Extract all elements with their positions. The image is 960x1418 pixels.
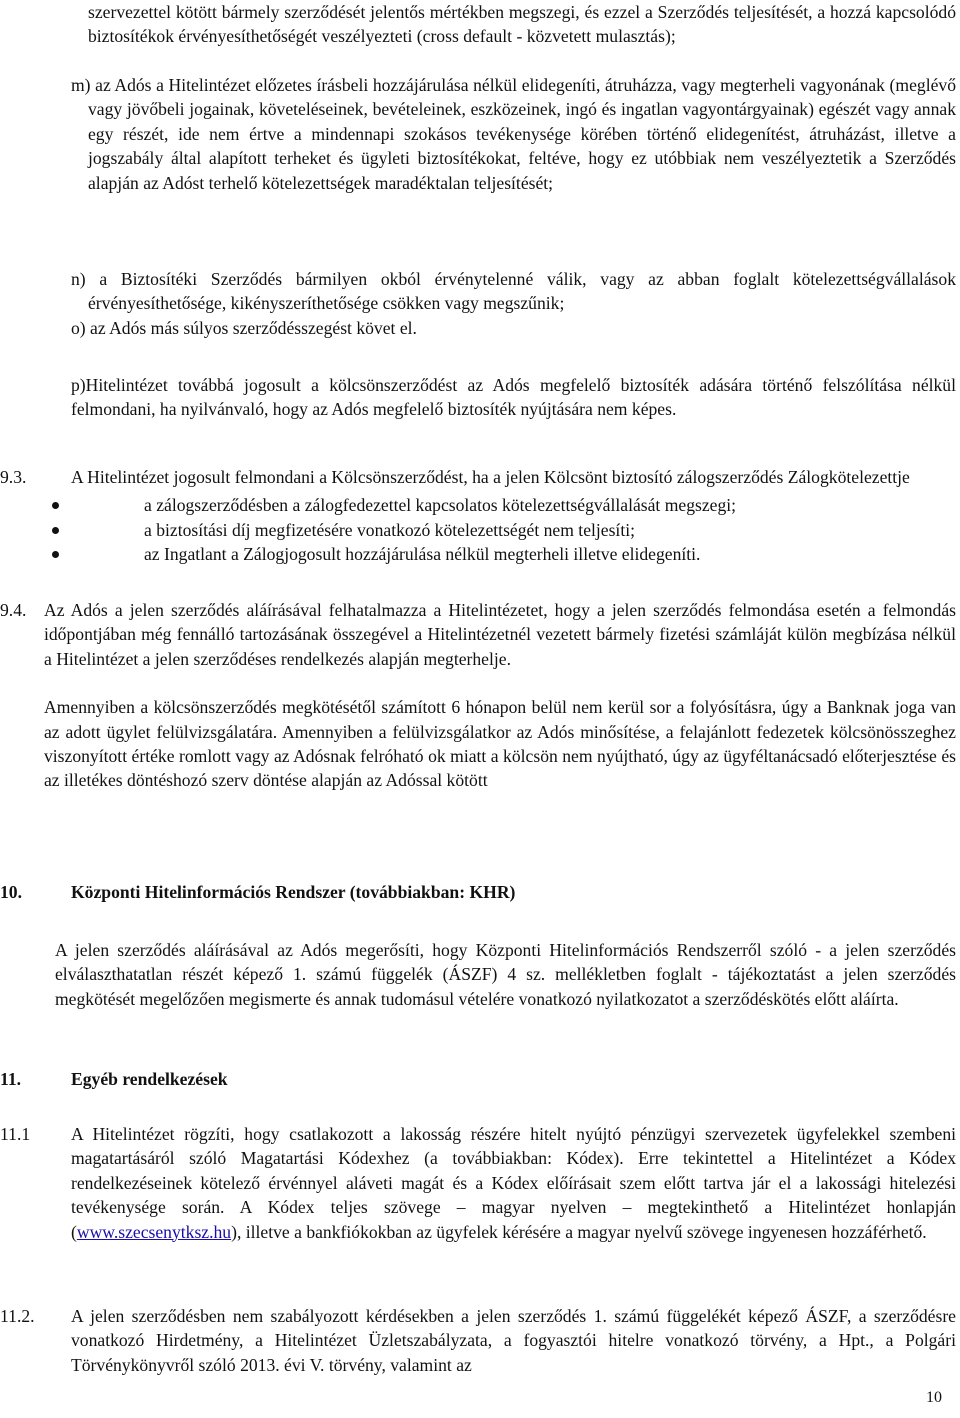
page-number: 10 (926, 1389, 942, 1406)
section-9-4-number: 9.4. (0, 600, 27, 620)
section-9-4-text: Az Adós a jelen szerződés aláírásával felhatalmazza a Hitelintézetet, hogy a jelen szerződés felmondása esetén a felmondás időpontjában még fennálló tartozásának összegével a Hitelintézetnél vezetett bármely fizetési számláját külön megbízása nélkül a Hitelintézet a jelen szerződéses rendelkezés alapján megterhelje. (44, 600, 956, 669)
section-11-2 (0, 1304, 956, 1377)
list-item: a zálogszerződésben a zálogfedezettel kapcsolatos kötelezettségvállalását megszegi; (44, 493, 956, 517)
section-11-1-text: A Hitelintézet rögzíti, hogy csatlakozott a lakosság részére hitelt nyújtó pénzügyi szervezetek ügyfelekkel szembeni magatartásáról szóló Magatartási Kódexhez (a továbbiakban: Kódex). Erre tekintettel a Hitelintézet a Kódex rendelkezéseinek kötelező érvénnyel aláveti magát és a Kódex előírásait szem előtt tartva jár el a lakossági hitelezési tevékenysége során. A Kódex teljes szövege – magyar nyelven – megtekinthető a Hitelintézet honlapján (www.szecsenytksz.hu), illetve a bankfiókokban az ügyfelek kérésére a magyar nyelvű szövege ingyenesen hozzáférhető. (71, 1124, 956, 1242)
section-10-number: 10. (0, 882, 22, 902)
item-p-text: p)Hitelintézet továbbá jogosult a kölcsönszerződést az Adós megfelelő biztosíték adására történő felszólítása nélkül felmondani, ha nyilvánvaló, hogy az Adós megfelelő biztosíték nyújtására nem képes. (71, 375, 956, 420)
item-n-text: n) a Biztosítéki Szerződés bármilyen okból érvénytelenné válik, vagy az abban foglalt kötelezettségvállalások érvényesíthetősége, kikényszeríthetősége csökken vagy megszűnik; (71, 269, 956, 314)
item-n (71, 267, 956, 316)
list-item: a biztosítási díj megfizetésére vonatkozó kötelezettségét nem teljesíti; (44, 518, 956, 542)
section-9-4 (0, 598, 956, 793)
item-m (71, 73, 956, 195)
website-link[interactable]: www.szecsenytksz.hu (76, 1221, 232, 1242)
section-11-2-text: A jelen szerződésben nem szabályozott kérdésekben a jelen szerződés 1. számú függelékét képező ÁSZF, a szerződésre vonatkozó Hirdetmény, a Hitelintézet Üzletszabályzata, a fogyasztói hitelre vonatkozó törvény, a Hpt., a Polgári Törvénykönyvről szóló 2013. évi V. törvény, valamint az (71, 1306, 956, 1375)
section-11-1-number: 11.1 (0, 1124, 31, 1144)
section-11-1 (0, 1122, 956, 1244)
paragraph-l-continuation: szervezettel kötött bármely szerződését jelentős mértékben megszegi, és ezzel a Szerződés teljesítését, a hozzá kapcsolódó biztosítékok érvényesíthetőségét veszélyezteti (cross default - közvetett mulasztás); (88, 2, 956, 47)
section-10-title: Központi Hitelinformációs Rendszer (továbbiakban: KHR) (71, 882, 516, 902)
section-9-3-text: A Hitelintézet jogosult felmondani a Kölcsönszerződést, ha a jelen Kölcsönt biztosító zálogszerződés Zálogkötelezettje (71, 467, 910, 487)
bullet-icon (52, 502, 59, 509)
item-m-text: m) az Adós a Hitelintézet előzetes írásbeli hozzájárulása nélkül elidegeníti, átruházza, vagy megterheli vagyonának (meglévő vagy jövőbeli jogainak, követeléseinek, bevételeinek, eszközeinek, ingó és ingatlan vagyontárgyainak) egészét vagy annak egy részét, ide nem értve a mindennapi szokásos tevékenysége körében történő elidegenítést, átruházást, illetve a jogszabály által alapított terheket és ügyleti biztosítékokat, feltéve, hogy ez utóbbiak nem veszélyeztetik a Szerződés alapján az Adóst terhelő kötelezettségek maradéktalan teljesítését; (71, 75, 956, 193)
list-item: az Ingatlant a Zálogjogosult hozzájárulása nélkül megterheli illetve elidegeníti. (44, 542, 956, 566)
section-11-2-number: 11.2. (0, 1306, 35, 1326)
section-9-4-text-2: Amennyiben a kölcsönszerződés megkötésétől számított 6 hónapon belül nem kerül sor a folyósításra, úgy a Banknak joga van az adott ügylet felülvizsgálatára. Amennyiben a felülvizsgálatkor az Adós minősítése, a felajánlott fedezetek kölcsönösszeghez viszonyított értéke romlott vagy az Adósnak felróható ok miatt a kölcsön nem nyújtható, úgy az ügyféltanácsadó előterjesztése és az illetékes döntéshozó szerv döntése alapján az Adóssal kötött (44, 697, 956, 791)
section-11-title: Egyéb rendelkezések (71, 1069, 228, 1089)
section-10-text: A jelen szerződés aláírásával az Adós megerősíti, hogy Központi Hitelinformációs Rendszerről szóló - a jelen szerződés elválaszthatatlan részét képező 1. számú függelék (ÁSZF) 4 sz. mellékletben foglalt - tájékoztatást a jelen szerződés megkötését megelőzően megismerte és annak tudomásul vételére vonatkozó nyilatkozatot a szerződéskötés előtt aláírta. (55, 940, 956, 1009)
section-11-number: 11. (0, 1069, 22, 1089)
bullet-icon (52, 551, 59, 558)
section-9-3-bullets (44, 493, 956, 566)
section-9-3 (0, 465, 956, 567)
bullet-icon (52, 527, 59, 534)
item-o-text: o) az Adós más súlyos szerződésszegést követ el. (71, 318, 417, 338)
section-9-3-number: 9.3. (0, 467, 27, 487)
